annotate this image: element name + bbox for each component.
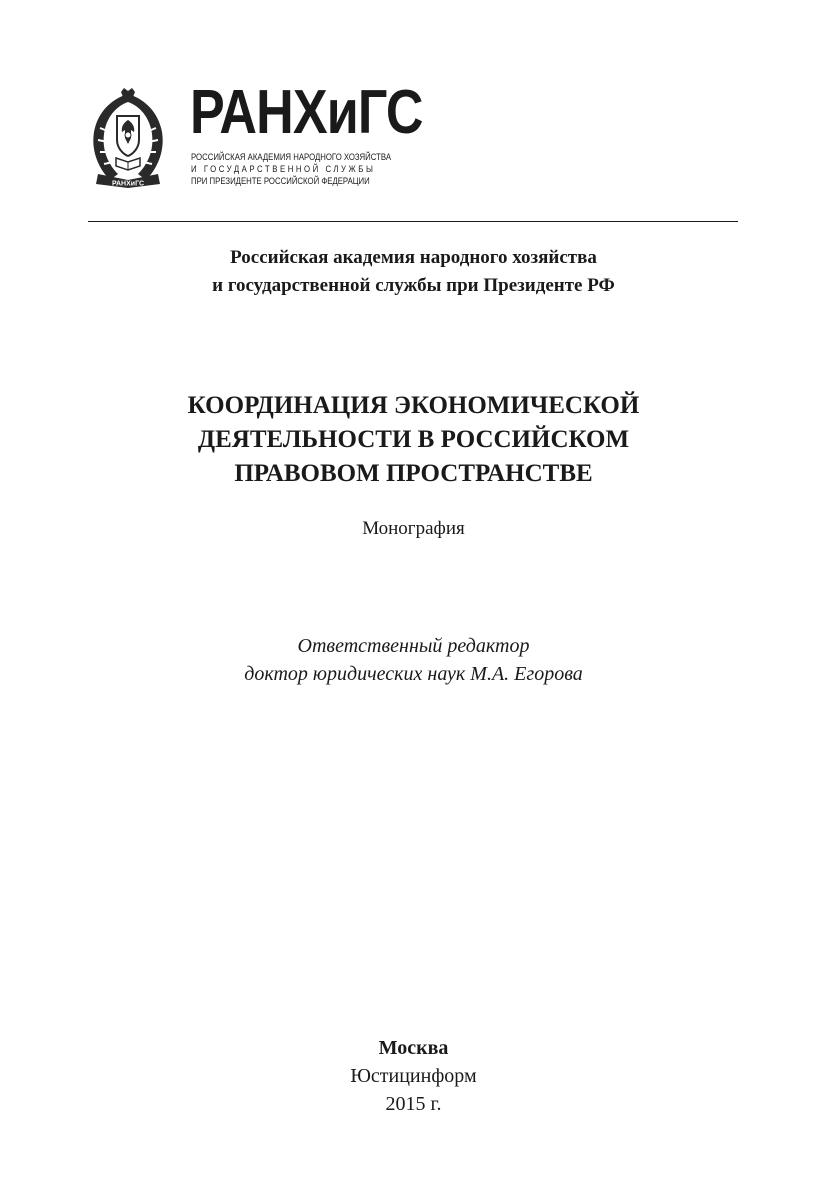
institution-line: и государственной службы при Президенте РФ xyxy=(212,275,615,296)
brand-subtitle-line: РОССИЙСКАЯ АКАДЕМИЯ НАРОДНОГО ХОЗЯЙСТВА xyxy=(191,152,392,163)
double-headed-eagle-emblem xyxy=(88,88,168,190)
book-genre: Монография xyxy=(362,518,465,539)
imprint xyxy=(0,1034,827,1118)
imprint-city: Москва xyxy=(378,1037,449,1059)
brand-subtitle xyxy=(191,152,423,188)
institution-name xyxy=(0,244,827,300)
editor-block xyxy=(0,632,827,688)
imprint-year: 2015 г. xyxy=(385,1093,442,1115)
institution-line: Российская академия народного хозяйства xyxy=(230,247,597,268)
emblem-ribbon-label: РАНХиГС xyxy=(111,180,145,188)
editor-name: доктор юридических наук М.А. Егорова xyxy=(244,663,583,685)
brand-subtitle-line: ПРИ ПРЕЗИДЕНТЕ РОССИЙСКОЙ ФЕДЕРАЦИИ xyxy=(191,176,370,187)
title-line: КООРДИНАЦИЯ ЭКОНОМИЧЕСКОЙ xyxy=(187,392,640,419)
brand-subtitle-line: И ГОСУДАРСТВЕННОЙ СЛУЖБЫ xyxy=(191,164,376,175)
book-title xyxy=(0,389,827,491)
title-line: ПРАВОВОМ ПРОСТРАНСТВЕ xyxy=(234,460,593,487)
editor-role: Ответственный редактор xyxy=(297,635,530,657)
imprint-publisher: Юстицинформ xyxy=(350,1065,477,1087)
title-line: ДЕЯТЕЛЬНОСТИ В РОССИЙСКОМ xyxy=(197,426,630,453)
publisher-logo xyxy=(88,78,738,192)
header-divider xyxy=(88,221,738,222)
brand-name: РАНХиГС xyxy=(190,78,423,147)
